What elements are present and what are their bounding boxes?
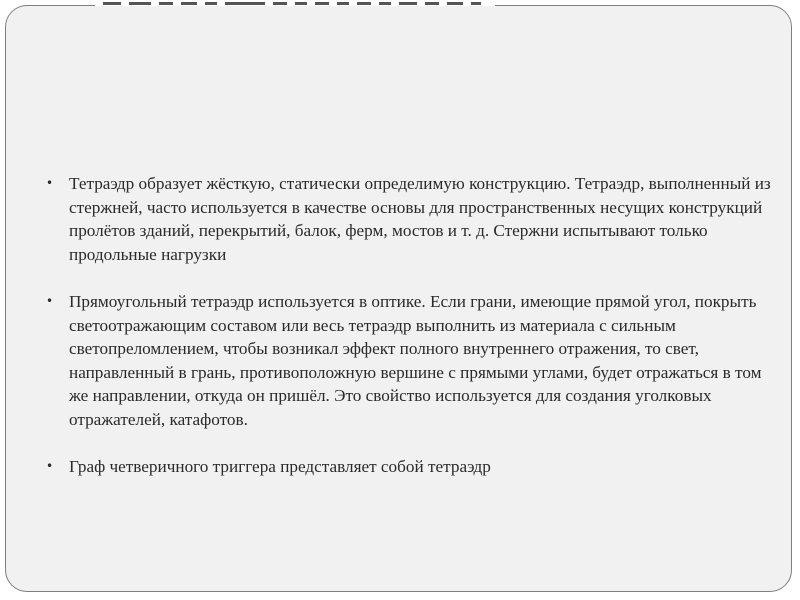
bullet-list [46, 172, 776, 479]
bullet-text: Граф четверичного триггера представляет собой тетраэдр [69, 457, 491, 477]
slide-title-cutoff [95, 0, 495, 6]
bullet-item [46, 455, 776, 479]
bullet-item [46, 290, 776, 432]
bullet-item [46, 172, 776, 266]
bullet-text: Прямоугольный тетраэдр используется в оптике. Если грани, имеющие прямой угол, покрыть светоотражающим составом или весь тетраэдр выполнить из материала с сильным светопреломлением, чтобы возникал эффект полного внутреннего отражения, то свет, направленный в грань, противоположную вершине с прямыми углами, будет отражаться в том же направлении, откуда он пришёл. Это свойство используется для создания уголковых отражателей, катафотов. [69, 291, 762, 429]
bullet-dot-icon: • [46, 176, 54, 190]
bullet-dot-icon: • [46, 459, 54, 474]
bullet-dot-icon: • [46, 293, 54, 308]
bullet-text: Тетраэдр образует жёсткую, статически определимую конструкцию. Тетраэдр, выполненный из стержней, часто используется в качестве основы для пространственных несущих конструкций пролётов зданий, перекрытий, балок, ферм, мостов и т. д. Стержни испытывают только продольные нагрузки [69, 174, 771, 264]
